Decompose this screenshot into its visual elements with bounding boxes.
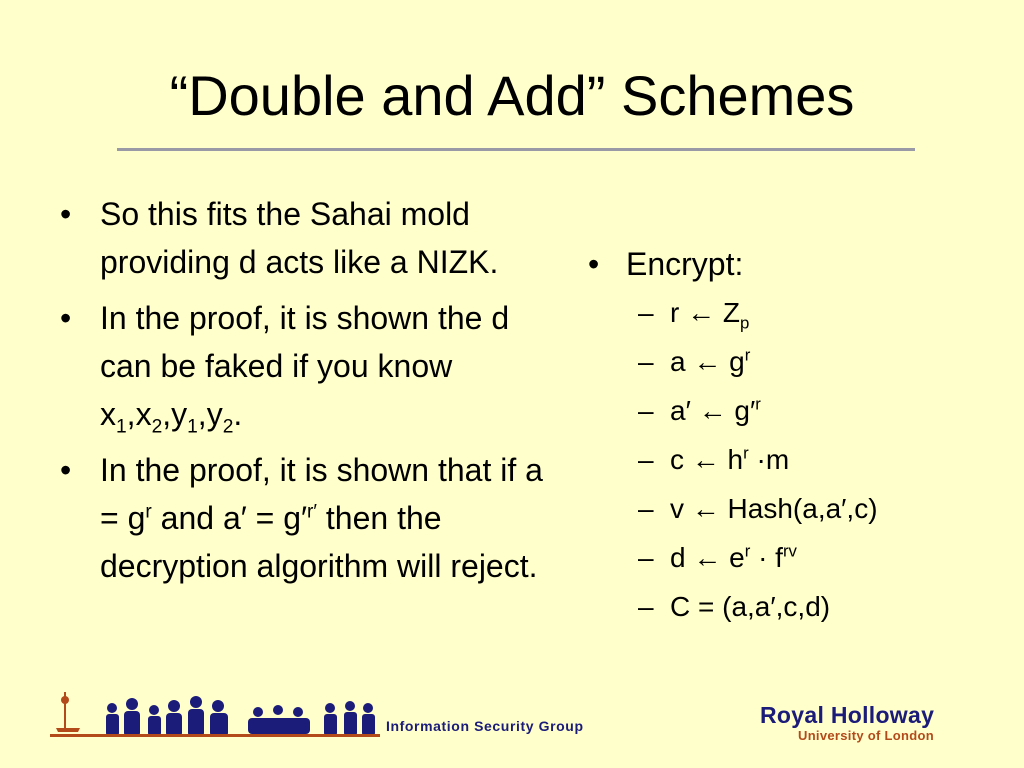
bullet-marker: •	[60, 196, 72, 232]
royal-holloway-text: Royal Holloway	[760, 702, 935, 728]
dash-marker: –	[638, 297, 654, 328]
encrypt-heading-text: Encrypt:	[626, 246, 744, 282]
university-of-london-text: University of London	[798, 728, 934, 743]
step-a: – a ← $g^r$	[588, 337, 1008, 386]
step-c: – c ← $h^r \cdot m$	[588, 435, 1008, 484]
bullet-marker: •	[588, 246, 600, 282]
left-bullet-list	[60, 190, 560, 598]
dash-marker: –	[638, 444, 654, 475]
dash-marker: –	[638, 395, 654, 426]
isg-label: Information Security Group	[386, 718, 584, 734]
encrypt-heading	[588, 240, 1008, 288]
dash-marker: –	[638, 493, 654, 524]
bullet-marker: •	[60, 452, 72, 488]
step-C: – C = (a,a′,c,d)	[588, 582, 1008, 631]
bullet-text: In the proof, it is shown that if $a = g^r$ and $a' = g'^{r'}$ then the decryption algorithm will reject.	[100, 452, 543, 584]
bullet-marker: •	[60, 300, 72, 336]
bullet-text: So this fits the Sahai mold providing d acts like a NIZK.	[100, 196, 499, 280]
step-d: – d ← $e^r \cdot f^{rv}$	[588, 533, 1008, 582]
step-a-prime: – a′ ← $g'^r$	[588, 386, 1008, 435]
bullet-item	[60, 446, 560, 590]
bullet-item	[60, 190, 560, 286]
dash-marker: –	[638, 542, 654, 573]
bullet-text: In the proof, it is shown the d can be faked if you know $x_1,x_2,y_1,y_2$.	[100, 300, 510, 438]
isg-logo	[50, 688, 650, 744]
dash-marker: –	[638, 346, 654, 377]
dash-marker: –	[638, 591, 654, 622]
slide-title: “Double and Add” Schemes	[169, 64, 855, 127]
people-silhouette-icon	[50, 688, 650, 744]
title-divider	[117, 148, 915, 151]
royal-holloway-logo	[760, 702, 960, 748]
step-v: – v ← Hash(a,a′,c)	[588, 484, 1008, 533]
bullet-item	[60, 294, 560, 438]
encrypt-list	[588, 240, 1008, 631]
step-r: – r ← $Z_p$	[588, 288, 1008, 337]
